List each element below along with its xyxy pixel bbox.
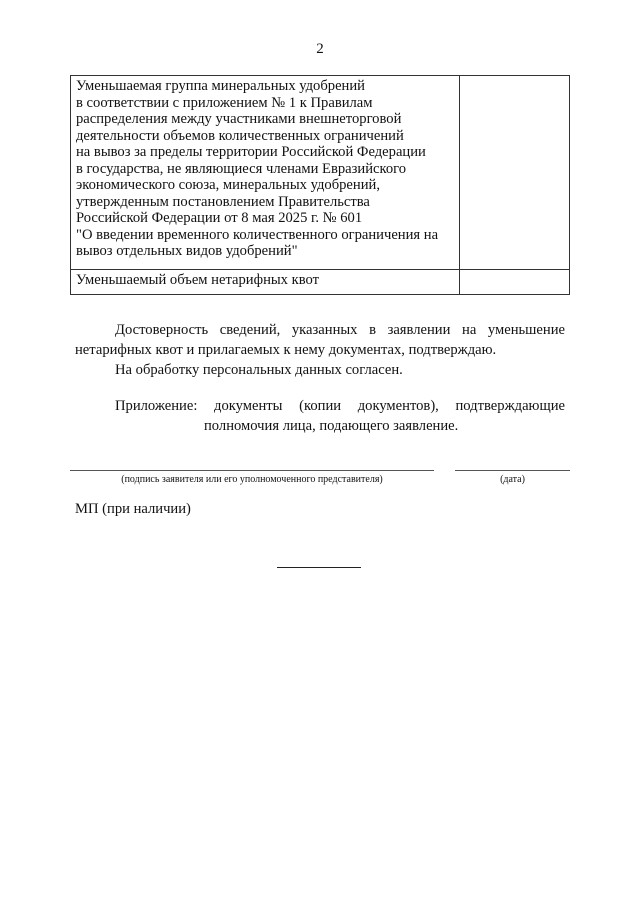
label-line: экономического союза, минеральных удобрений, (76, 177, 380, 193)
date-line[interactable] (455, 470, 570, 471)
label-line: деятельности объемов количественных ограничений (76, 127, 404, 144)
attachment-word: документы (214, 398, 283, 414)
attachment-line-1 (115, 396, 565, 416)
label-line: Российской Федерации от 8 мая 2025 г. № 601 (76, 210, 363, 226)
stamp-label: МП (при наличии) (75, 501, 191, 517)
label-line: вывоз отдельных видов удобрений" (76, 243, 298, 259)
quota-volume-label (71, 270, 460, 295)
quota-volume-value[interactable] (459, 270, 569, 295)
page-number: 2 (316, 41, 324, 57)
table-row-fertilizer-group (71, 76, 570, 270)
end-divider (277, 567, 361, 568)
attachment-word: подтверждающие (455, 398, 565, 414)
confirmation-paragraph (75, 320, 565, 360)
attachment-block (115, 396, 565, 436)
label-line: утвержденным постановлением Правительства (76, 193, 370, 210)
attachment-word: Приложение: (115, 398, 198, 414)
attachment-line-2: полномочия лица, подающего заявление. (204, 418, 459, 434)
attachment-word: документов), (357, 398, 439, 414)
consent-paragraph: На обработку персональных данных согласен. (115, 362, 403, 378)
label-line: в государства, не являющиеся членами Евразийского (76, 160, 407, 177)
label-line: Уменьшаемый объем нетарифных квот (76, 272, 319, 288)
attachment-word: (копии (299, 398, 342, 414)
table-row-quota-volume (71, 270, 570, 295)
confirmation-line-2: нетарифных квот и прилагаемых к нему документах, подтверждаю. (75, 342, 497, 358)
label-line: "О введении временного количественного ограничения на (76, 226, 439, 243)
signature-line[interactable] (70, 470, 434, 471)
fertilizer-group-label (71, 76, 460, 270)
label-line: в соответствии с приложением № 1 к Правилам (76, 94, 373, 111)
confirmation-line-1: Достоверность сведений, указанных в заявлении на уменьшение (115, 322, 565, 338)
form-table (70, 75, 570, 295)
label-line: Уменьшаемая группа минеральных удобрений (76, 78, 365, 94)
fertilizer-group-value[interactable] (459, 76, 569, 270)
date-caption: (дата) (500, 474, 525, 485)
signature-caption: (подпись заявителя или его уполномоченного представителя) (121, 474, 383, 485)
label-line: на вывоз за пределы территории Российской Федерации (76, 144, 426, 160)
label-line: распределения между участниками внешнеторговой (76, 111, 402, 127)
